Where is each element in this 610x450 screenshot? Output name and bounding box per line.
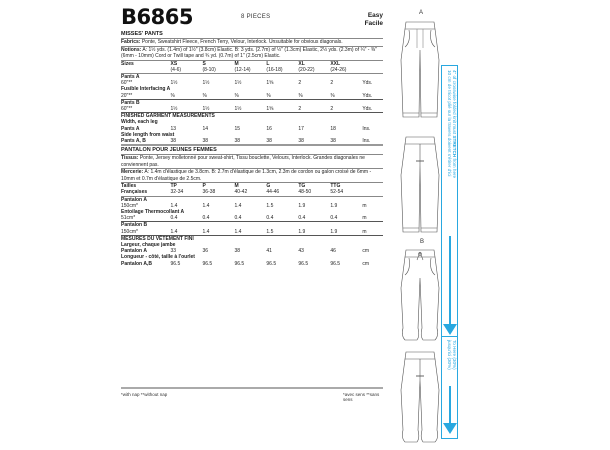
cell: 1½ (202, 80, 210, 87)
cell: 1.9 (298, 202, 306, 209)
size-col: L (266, 60, 270, 67)
fabrics-fr (121, 155, 383, 168)
cell: 1.4 (170, 202, 178, 209)
garment-drawings (395, 10, 445, 450)
notions-label: Notions: (121, 46, 142, 53)
piece-count: 8 PIECES (241, 14, 271, 20)
cell: ⅜ (202, 92, 207, 99)
cell: ⅜ (330, 92, 335, 99)
cell: 0.4 (170, 215, 178, 222)
cell: 38 (266, 137, 272, 144)
finished-title: FINISHED GARMENT MEASUREMENTS (121, 113, 383, 120)
cell: 15 (234, 125, 240, 132)
cell: ⅜ (266, 92, 271, 99)
size-col: G (266, 183, 271, 190)
fabric-width: 150cm* (121, 228, 138, 235)
size-range: 32-34 (170, 189, 184, 196)
unit: Yds. (362, 105, 373, 112)
notions-text: A: 1½ yds. (1.4m) of 1½" (3.8cm) Elastic. B: 3 yds. (2.7m) of ½" (1.3cm) Elastic, 2½ yds. (2.3m) of ¼" - ⅜" (6mm - 10mm) Cord or Twill tape and ¾ yd. (0.7m) of 1" (2.5cm) Elastic. (121, 46, 377, 59)
to-here-fr: jusqu'ici (30%) (447, 340, 452, 370)
fabrics-text: Ponte, Jersey molletonné pour sweat-shirt, Tissu bouclette, Velours, Interlock. Grandes diagonales ne conviennent pas. (121, 155, 365, 168)
cell: 0.4 (330, 215, 338, 222)
size-range: 44-46 (266, 189, 280, 196)
cell: 1.4 (234, 228, 242, 235)
table-row (121, 229, 383, 236)
fabrics-label: Tissus: (121, 155, 139, 162)
size-range: 48-50 (298, 189, 312, 196)
length-label: Side length from waist (121, 131, 175, 138)
pants-b-front-icon (395, 248, 445, 343)
difficulty-en: Easy (367, 12, 383, 19)
cell: 38 (298, 137, 304, 144)
cell: 38 (202, 137, 209, 144)
table-row (121, 261, 383, 267)
fabric-width: 51cm* (121, 215, 136, 222)
pattern-info-panel (121, 6, 383, 267)
cell: 1.5 (266, 202, 274, 209)
difficulty-fr: Facile (364, 20, 383, 27)
unit: m (362, 202, 367, 209)
cell: 96.5 (298, 260, 309, 267)
notions-fr (121, 169, 383, 182)
cell: 1.4 (202, 228, 210, 235)
cell: 96.5 (330, 260, 341, 267)
unit: Ins. (362, 137, 371, 144)
size-col: TP (170, 183, 177, 190)
unit: Yds. (362, 92, 373, 99)
cell: 1.4 (170, 228, 178, 235)
width-label: Width, each leg (121, 119, 158, 126)
row-name: Fusible Interfacing A (121, 86, 171, 93)
fabrics-label: Fabrics: (121, 39, 141, 45)
cell: 17 (298, 125, 304, 132)
cell: 14 (202, 125, 209, 132)
cell: 43 (298, 248, 304, 255)
size-range: (4-6) (170, 66, 182, 73)
fabric-width: 20"** (121, 92, 133, 99)
unit: m (362, 215, 367, 222)
size-range: 40-42 (234, 189, 248, 196)
footnotes (121, 387, 383, 402)
cell: 96.5 (170, 260, 181, 267)
cell: 1½ (234, 80, 242, 87)
row-name: Pants A, B (121, 137, 146, 144)
stretch-gauge (441, 65, 458, 439)
cell: 38 (234, 248, 240, 255)
row-name: Pants A (121, 73, 383, 80)
notions-en (121, 47, 383, 60)
arrow-down-icon (443, 324, 457, 335)
fabrics-text: Ponte, Sweatshirt Fleece, French Terry, Velour, Interlock. Unsuitable for obvious diagonals. (141, 39, 343, 45)
row-name: Pantalon B (121, 222, 383, 229)
cell: 1.5 (266, 228, 274, 235)
cell: 1.4 (234, 202, 242, 209)
cell: 1½ (234, 105, 242, 112)
cell: ⅜ (234, 92, 239, 99)
row-name: Entoilage Thermocollant A (121, 208, 185, 215)
table-row (121, 106, 383, 113)
row-name: Pants B (121, 99, 383, 106)
sizes-label: Tailles (121, 183, 137, 190)
size-col: TTG (330, 183, 341, 190)
size-range: (20-22) (298, 66, 315, 73)
cell: ⅜ (170, 92, 175, 99)
cell: 1.9 (298, 228, 306, 235)
sizes-label: Sizes (121, 60, 134, 67)
cell: 36 (202, 248, 209, 255)
size-range: (24-26) (330, 66, 347, 73)
pants-a-back-icon (395, 135, 445, 235)
cell: 96.5 (202, 260, 213, 267)
yardage-table-fr (121, 183, 383, 267)
size-col: XXL (330, 60, 341, 67)
size-col: P (202, 183, 206, 190)
table-row (121, 93, 383, 100)
table-row (121, 215, 383, 222)
cell: 0.4 (202, 215, 210, 222)
row-name: Pants A (121, 125, 140, 132)
length-label: Longueur - côté, taille à l'ourlet (121, 254, 195, 261)
row-name: Pantalon A (121, 196, 383, 203)
view-a-label: A (419, 10, 424, 16)
cell: ⅜ (298, 92, 303, 99)
size-col: M (234, 60, 239, 67)
cell: 41 (266, 248, 272, 255)
size-col: S (202, 60, 206, 67)
size-col: XS (170, 60, 178, 67)
finished-title: MESURES DU VÊTEMENT FINI (121, 235, 383, 242)
cell: 1½ (202, 105, 210, 112)
to-here-en: To Here (30%) (452, 340, 457, 370)
cell: 46 (330, 248, 336, 255)
cell: 1.4 (202, 202, 210, 209)
cell: 96.5 (234, 260, 245, 267)
english-title: MISSES' PANTS (121, 31, 163, 37)
cell: 2 (298, 80, 302, 87)
arrow-shaft-2 (449, 386, 451, 424)
cell: 1⅝ (266, 105, 274, 112)
unit: cm (362, 248, 369, 255)
fabric-width: 60"** (121, 80, 133, 87)
row-name: Pantalon A,B (121, 260, 152, 267)
size-col: XL (298, 60, 305, 67)
fabric-width: 60"** (121, 105, 133, 112)
cell: 38 (170, 137, 177, 144)
pattern-number: B6865 (121, 5, 193, 29)
unit: Ins. (362, 125, 371, 132)
yardage-table-en (121, 61, 383, 145)
unit: m (362, 228, 367, 235)
cell: 1.9 (330, 228, 338, 235)
size-range: 52-54 (330, 189, 344, 196)
size-col: M (234, 183, 239, 190)
size-col: TG (298, 183, 306, 190)
size-range: (16-18) (266, 66, 283, 73)
sizes-label-2: Françaises (121, 189, 148, 196)
width-label: Largeur, chaque jambe (121, 241, 176, 248)
footnote-fr: *avec sens **sans sens (343, 392, 380, 402)
size-range: (8-10) (202, 66, 216, 73)
stretch-gauge-text-en: 4" of crosswise folded knit must STRETCH from here (452, 70, 457, 179)
cell: 1.9 (330, 202, 338, 209)
cell: 1½ (170, 105, 178, 112)
difficulty (339, 12, 383, 28)
cell: 96.5 (266, 260, 277, 267)
footnote-en: *with nap **without nap (121, 392, 168, 397)
cell: 2 (330, 80, 334, 87)
cell: 0.4 (298, 215, 306, 222)
notions-text: A: 1.4m d'élastique de 3.8cm. B: 2.7m d'élastique de 1.3cm, 2.3m de cordon ou galon croisé de 6mm - 10mm et 0.7m d'élastique de 2.5cm. (121, 169, 372, 182)
size-range: 36-38 (202, 189, 216, 196)
cell: 33 (170, 248, 177, 255)
notions-label: Mercerie: (121, 169, 144, 176)
cell: 2 (298, 105, 302, 112)
view-b-label: B (420, 239, 425, 245)
unit: Yds. (362, 80, 373, 87)
cell: 0.4 (266, 215, 274, 222)
stretch-gauge-text-fr: 10 cm de tricot plié sur la travers doivent s'étirer d'ici (447, 70, 452, 177)
unit: cm (362, 260, 369, 267)
french-title: PANTALON POUR JEUNES FEMMES (121, 147, 217, 154)
cell: 13 (170, 125, 177, 132)
cell: 38 (234, 137, 240, 144)
cell: 16 (266, 125, 272, 132)
header (121, 6, 383, 28)
cell: 0.4 (234, 215, 242, 222)
pants-a-front-icon (395, 20, 445, 120)
cell: 1⅝ (266, 80, 274, 87)
cell: 1½ (170, 80, 178, 87)
arrow-down-icon (443, 423, 457, 434)
row-name: Pantalon A (121, 248, 147, 255)
cell: 38 (330, 137, 336, 144)
fabric-width: 150cm* (121, 202, 138, 209)
cell: 18 (330, 125, 336, 132)
arrow-shaft-1 (449, 236, 451, 324)
size-range: (12-14) (234, 66, 251, 73)
pants-b-back-icon (395, 350, 445, 445)
cell: 2 (330, 105, 334, 112)
